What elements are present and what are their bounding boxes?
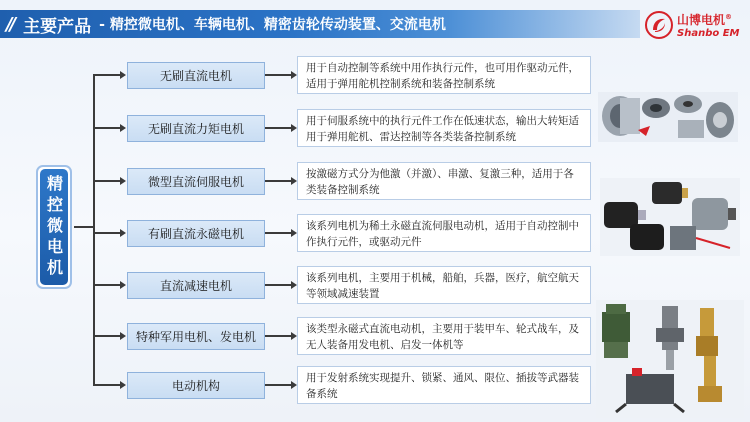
logo-name-cn: 山博电机 <box>677 12 726 27</box>
slash-decoration-icon: // <box>6 13 14 35</box>
registered-mark: ® <box>725 12 733 21</box>
company-logo <box>644 8 742 42</box>
product-description: 按激磁方式分为他激（并激）、串激、复激三种，适用于各类装备控制系统 <box>297 162 591 200</box>
product-description: 该系列电机为稀土永磁直流伺服电动机，适用于自动控制中作执行元件，或驱动元件 <box>297 214 591 252</box>
connector-branch <box>93 232 120 234</box>
product-category-military: 特种军用电机、发电机 <box>127 323 265 350</box>
title-bar <box>0 10 640 38</box>
connector-link <box>265 180 291 182</box>
arrow-icon <box>120 124 126 132</box>
dc-motor-photo <box>600 178 740 256</box>
product-category-dc-servo: 微型直流伺服电机 <box>127 168 265 195</box>
logo-name-en: Shanbo EM <box>677 27 740 39</box>
connector-link <box>265 335 291 337</box>
product-category-brushed-pm: 有刷直流永磁电机 <box>127 220 265 247</box>
connector-branch <box>93 384 120 386</box>
category-badge <box>36 165 72 289</box>
connector-branch <box>93 180 120 182</box>
product-description: 用于伺服系统中的执行元件工作在低速状态，输出大转矩适用于弹用舵机、雷达控制等各类装备控制系统 <box>297 109 591 147</box>
connector-link <box>265 232 291 234</box>
connector-link <box>265 74 291 76</box>
connector-link <box>265 384 291 386</box>
product-description: 该类型永磁式直流电动机，主要用于装甲车、轮式战车，及无人装备用发电机、启发一体机等 <box>297 317 591 355</box>
connector-branch <box>93 335 120 337</box>
arrow-icon <box>120 332 126 340</box>
product-category-gear-motor: 直流减速电机 <box>127 272 265 299</box>
product-category-brushless-torque: 无刷直流力矩电机 <box>127 115 265 142</box>
connector-branch <box>93 284 120 286</box>
connector-branch <box>93 127 120 129</box>
product-description: 用于自动控制等系统中用作执行元件，也可用作驱动元件，适用于弹用舵机控制系统和装备控制系统 <box>297 56 591 94</box>
arrow-icon <box>120 281 126 289</box>
page-subtitle: - 精控微电机、车辆电机、精密齿轮传动装置、交流电机 <box>99 17 446 33</box>
arrow-icon <box>120 381 126 389</box>
category-badge-label: 精控微电机 <box>40 169 68 285</box>
connector-stub <box>74 226 94 228</box>
arrow-icon <box>120 177 126 185</box>
arrow-icon <box>120 71 126 79</box>
product-description: 用于发射系统实现提升、锁紧、通风、限位、插拔等武器装备系统 <box>297 366 591 404</box>
product-category-brushless-dc: 无刷直流电机 <box>127 62 265 89</box>
connector-link <box>265 127 291 129</box>
page-title: 主要产品 <box>23 16 92 37</box>
military-actuator-photo <box>596 300 744 418</box>
connector-branch <box>93 74 120 76</box>
connector-link <box>265 284 291 286</box>
connector-trunk <box>93 74 95 385</box>
shanbo-logo-icon <box>644 10 674 40</box>
product-description: 该系列电机，主要用于机械，船舶，兵器，医疗，航空航天等领域减速装置 <box>297 266 591 304</box>
arrow-icon <box>120 229 126 237</box>
header <box>0 0 750 44</box>
product-category-actuator: 电动机构 <box>127 372 265 399</box>
brushless-motor-photo <box>598 86 738 146</box>
